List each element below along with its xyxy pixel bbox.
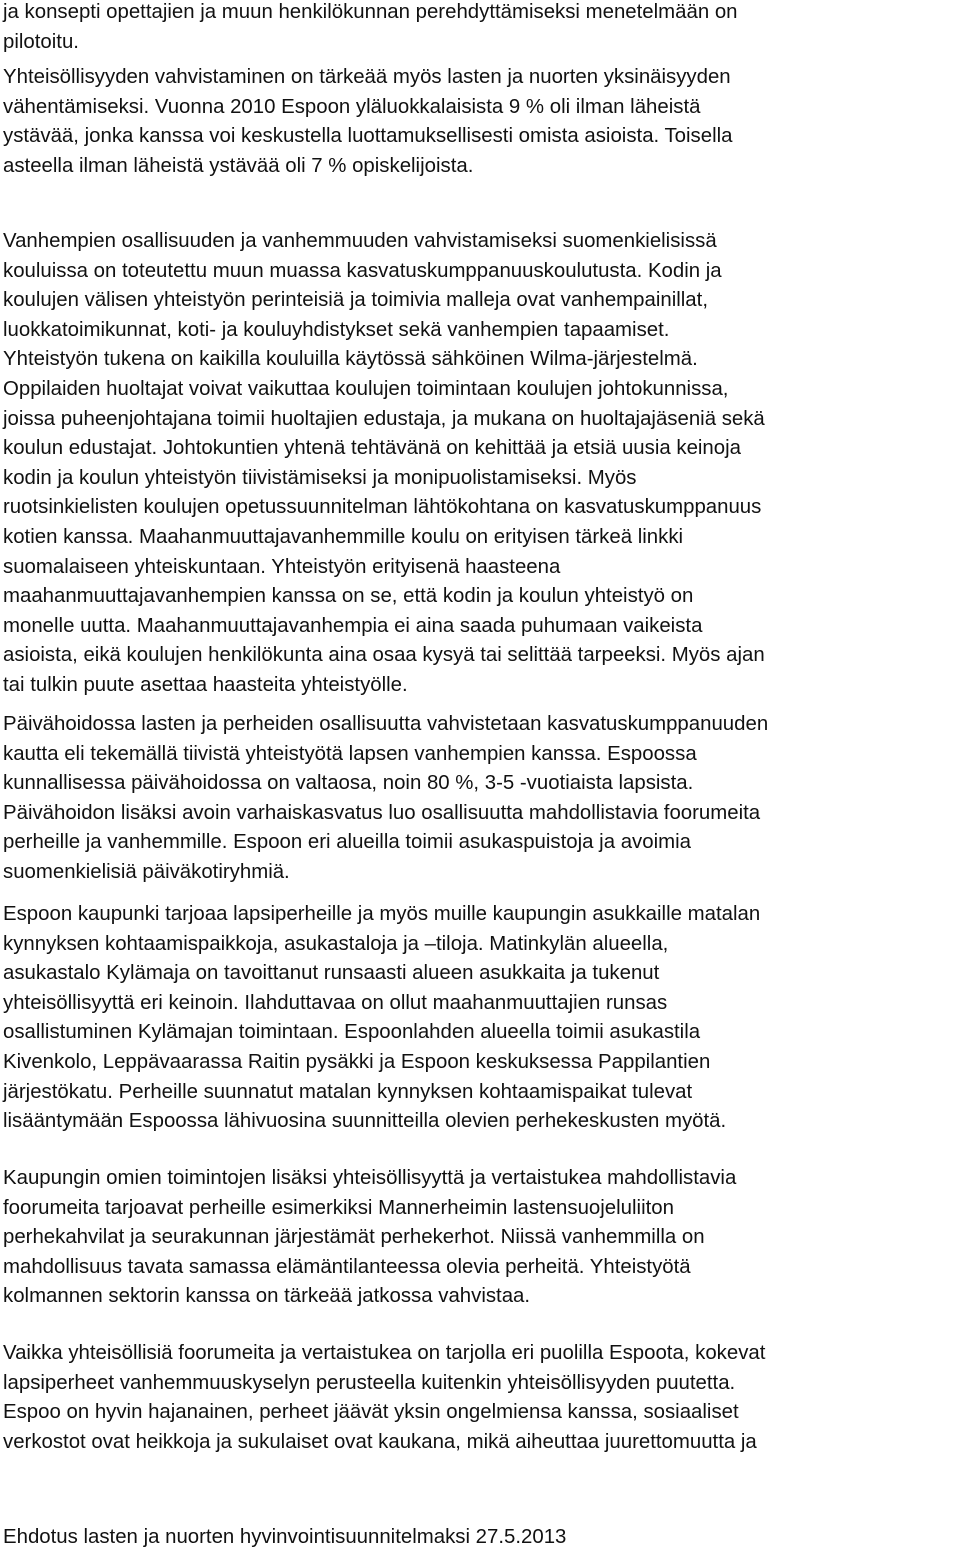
paragraph-parent-participation bbox=[3, 227, 765, 701]
text-line: Yhteisöllisyyden vahvistaminen on tärkeää myös lasten ja nuorten yksinäisyyden bbox=[3, 66, 731, 88]
text-line: Kaupungin omien toimintojen lisäksi yhteisöllisyyttä ja vertaistukea mahdollistavia bbox=[3, 1167, 737, 1189]
text-line: perhekahvilat ja seurakunnan järjestämät perhekerhot. Niissä vanhemmilla on bbox=[3, 1226, 705, 1249]
text-line: verkostot ovat heikkoja ja sukulaiset ovat kaukana, mikä aiheuttaa juurettomuutta ja bbox=[3, 1430, 757, 1453]
text-line: Päivähoidon lisäksi avoin varhaiskasvatus luo osallisuutta mahdollistavia foorumeita bbox=[3, 801, 761, 824]
text-line: koulun edustajat. Johtokuntien yhtenä tehtävänä on kehittää ja etsiä uusia keinoja bbox=[3, 437, 741, 460]
text-line: luokkatoimikunnat, koti- ja kouluyhdistykset sekä vanhempien tapaamiset. bbox=[3, 318, 670, 341]
text-line: yhteisöllisyyttä eri keinoin. Ilahduttavaa on ollut maahanmuuttajien runsas bbox=[3, 991, 668, 1014]
text-line: tai tulkin puute asettaa haasteita yhteistyölle. bbox=[3, 673, 408, 696]
paragraph-community-shortage bbox=[3, 1339, 765, 1457]
text-line: suomalaiseen yhteiskuntaan. Yhteistyön erityisenä haasteena bbox=[3, 555, 561, 578]
paragraph-peer-support bbox=[3, 1164, 736, 1312]
text-line: Päivähoidossa lasten ja perheiden osallisuutta vahvistetaan kasvatuskumppanuuden bbox=[3, 713, 769, 735]
text-line: Vaikka yhteisöllisiä foorumeita ja vertaistukea on tarjolla eri puolilla Espoota, kokevat bbox=[3, 1342, 766, 1364]
text-line: kunnallisessa päivähoidossa on valtaosa, noin 80 %, 3-5 -vuotiaista lapsista. bbox=[3, 772, 694, 795]
text-line: kolmannen sektorin kanssa on tärkeää jatkossa vahvistaa. bbox=[3, 1285, 531, 1308]
text-line: kautta eli tekemällä tiivistä yhteistyötä lapsen vanhempien kanssa. Espoossa bbox=[3, 742, 697, 765]
text-line: vähentämiseksi. Vuonna 2010 Espoon yläluokkalaisista 9 % oli ilman läheistä bbox=[3, 95, 701, 118]
text-line: osallistuminen Kylämajan toimintaan. Espoonlahden alueella toimii asukastila bbox=[3, 1021, 701, 1044]
text-line: lisääntymään Espoossa lähivuosina suunnitteilla olevien perhekeskusten myötä. bbox=[3, 1110, 727, 1133]
page-footer: Ehdotus lasten ja nuorten hyvinvointisuunnitelmaksi 27.5.2013 bbox=[3, 1526, 567, 1548]
text-line: asioista, eikä koulujen henkilökunta aina osaa kysyä tai selittää tarpeeksi. Myös ajan bbox=[3, 644, 765, 667]
text-line: joissa puheenjohtajana toimii huoltajien edustaja, ja mukana on huoltajajäseniä sekä bbox=[3, 407, 765, 430]
text-line: perheille ja vanhemmille. Espoon eri alueilla toimii asukaspuistoja ja avoimia bbox=[3, 831, 691, 854]
text-line: Espoon kaupunki tarjoaa lapsiperheille ja myös muille kaupungin asukkaille matalan bbox=[3, 903, 761, 925]
text-line: lapsiperheet vanhemmuuskyselyn perusteella kuitenkin yhteisöllisyyden puutetta. bbox=[3, 1371, 736, 1394]
text-line: Kivenkolo, Leppävaarassa Raitin pysäkki ja Espoon keskuksessa Pappilantien bbox=[3, 1050, 711, 1073]
text-line: monelle uutta. Maahanmuuttajavanhempia ei aina saada puhumaan vaikeista bbox=[3, 614, 703, 637]
text-line: maahanmuuttajavanhempien kanssa on se, että kodin ja koulun yhteistyö on bbox=[3, 585, 694, 608]
text-line: pilotoitu. bbox=[3, 30, 79, 53]
text-line: kouluissa on toteutettu muun muassa kasvatuskumppanuuskoulutusta. Kodin ja bbox=[3, 259, 722, 282]
text-line: ruotsinkielisten koulujen opetussuunnitelman lähtökohtana on kasvatuskumppanuus bbox=[3, 496, 762, 519]
text-line: kynnyksen kohtaamispaikkoja, asukastaloja ja –tiloja. Matinkylän alueella, bbox=[3, 932, 669, 955]
paragraph-loneliness bbox=[3, 63, 733, 181]
text-line: järjestökatu. Perheille suunnatut matalan kynnyksen kohtaamispaikat tulevat bbox=[3, 1080, 693, 1103]
text-line: ja konsepti opettajien ja muun henkilökunnan perehdyttämiseksi menetelmään on bbox=[3, 1, 738, 23]
text-line: asteella ilman läheistä ystävää oli 7 % opiskelijoista. bbox=[3, 154, 474, 177]
text-line: asukastalo Kylämaja on tavoittanut runsaasti alueen asukkaita ja tukenut bbox=[3, 962, 660, 985]
text-line: kodin ja koulun yhteistyön tiivistämiseksi ja monipuolistamiseksi. Myös bbox=[3, 466, 637, 489]
text-line: ystävää, jonka kanssa voi keskustella luottamuksellisesti omista asioista. Toisella bbox=[3, 125, 733, 148]
text-line: kotien kanssa. Maahanmuuttajavanhemmille koulu on erityisen tärkeä linkki bbox=[3, 525, 684, 548]
text-line: Yhteistyön tukena on kaikilla kouluilla käytössä sähköinen Wilma-järjestelmä. bbox=[3, 348, 698, 371]
text-line: Espoo on hyvin hajanainen, perheet jäävät yksin ongelmiensa kanssa, sosiaaliset bbox=[3, 1401, 739, 1424]
text-line: mahdollisuus tavata samassa elämäntilanteessa olevia perheitä. Yhteistyötä bbox=[3, 1255, 691, 1278]
paragraph-daycare bbox=[3, 710, 768, 888]
paragraph-teacher-orientation bbox=[3, 0, 738, 57]
text-line: suomenkielisiä päiväkotiryhmiä. bbox=[3, 860, 290, 883]
text-line: Vanhempien osallisuuden ja vanhemmuuden vahvistamiseksi suomenkielisissä bbox=[3, 230, 717, 252]
text-line: koulujen välisen yhteistyön perinteisiä ja toimivia malleja ovat vanhempainillat, bbox=[3, 289, 708, 312]
text-line: Oppilaiden huoltajat voivat vaikuttaa koulujen toimintaan koulujen johtokunnissa, bbox=[3, 377, 729, 400]
paragraph-meeting-places bbox=[3, 900, 760, 1137]
text-line: foorumeita tarjoavat perheille esimerkiksi Mannerheimin lastensuojeluliiton bbox=[3, 1196, 674, 1219]
